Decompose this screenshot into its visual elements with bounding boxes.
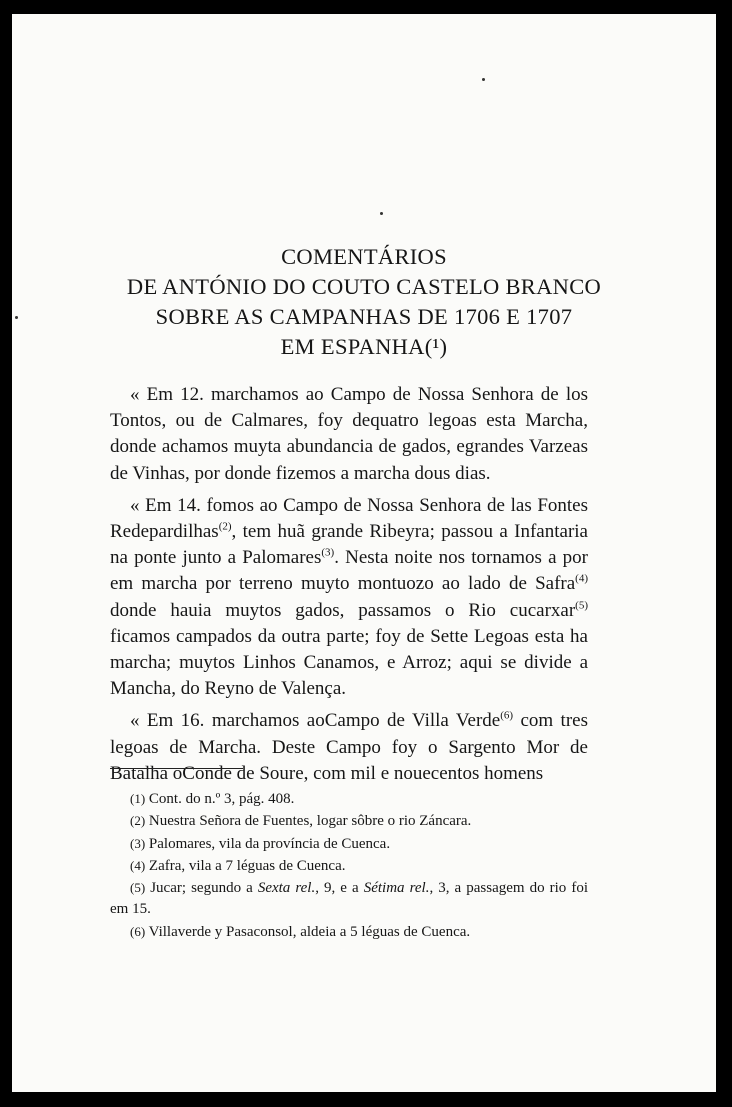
footnote-1 (110, 788, 588, 810)
footnote-ref-4: (4) (575, 573, 588, 586)
footnote-5 (110, 877, 588, 921)
footnote-text: Nuestra Señora de Fuentes, logar sôbre o rio Záncara. (148, 813, 472, 830)
paragraph-2-part: donde hauia muytos gados, passamos o Rio cucarxar (110, 599, 576, 621)
footnote-text: Palomares, vila da província de Cuenca. (148, 835, 391, 852)
title-line-4-text: EM ESPANHA (280, 334, 425, 359)
footnote-text: Cont. do n.º 3, pág. 408. (148, 791, 295, 807)
footnote-2 (110, 810, 588, 832)
paragraph-2-part: ficamos campados da outra parte; foy de Sette Legoas esta ha marcha; muytos Linhos Canamos, e Arroz; aqui se divide a Mancha, do Reyno de Valença. (110, 625, 588, 700)
footnote-number: (2) (130, 813, 146, 829)
footnote-4 (110, 855, 588, 877)
paragraph-1-lead: « Em 12. (130, 384, 204, 405)
footnote-citation: Sexta rel. (257, 880, 316, 897)
footnote-ref-5: (5) (575, 599, 588, 612)
article-title (12, 242, 716, 362)
footnote-text: Jucar; segundo a (150, 880, 258, 897)
footnote-number: (6) (130, 923, 146, 939)
footnote-number: (5) (130, 880, 146, 896)
footnote-text: , 9, e a (315, 880, 364, 897)
footnote-text: Zafra, vila a 7 léguas de Cuenca. (148, 857, 346, 874)
ink-speck (482, 78, 485, 81)
footnote-ref-6: (6) (500, 710, 514, 723)
title-line-4 (12, 332, 716, 362)
footnote-text: , 3, a passagem do rio foi em 15. (110, 880, 589, 918)
paragraph-1 (110, 382, 588, 487)
title-line-1: COMENTÁRIOS (281, 244, 447, 269)
footnote-6 (110, 921, 588, 943)
footnote-number: (3) (130, 835, 146, 851)
paragraph-2 (110, 493, 588, 703)
title-footnote-ref: (¹) (424, 334, 448, 359)
paragraph-2-part: « Em 14. fomos ao Campo de Nossa Senhora de las Fontes Redepardilhas (110, 494, 588, 543)
title-line-3: SOBRE AS CAMPANHAS DE 1706 E 1707 (155, 304, 573, 329)
document-page (12, 14, 716, 1092)
paragraph-2-part: . Nesta noite nos tornamos a por em marcha por terreno muyto montuozo ao lado de Safra (110, 547, 588, 595)
footnote-divider (110, 768, 243, 769)
paragraph-3-part: « Em 16. marchamos aoCampo de Villa Verde (130, 710, 501, 732)
footnote-number: (1) (130, 791, 146, 806)
paragraph-1-text: marchamos ao Campo de Nossa Senhora de los Tontos, ou de Calmares, foy dequatro legoas esta Marcha, donde achamos muyta abundancia de gados, egrandes Varzeas de Vinhas, por donde fizemos a marcha dous dias. (110, 384, 589, 484)
footnotes (110, 788, 588, 943)
title-line-2: DE ANTÓNIO DO COUTO CASTELO BRANCO (126, 274, 602, 299)
paragraph-3-part: com tres legoas de Marcha. Deste Campo foy o Sargento Mor de Batalha oConde de Soure, com mil e nouecentos homens (110, 710, 588, 784)
footnote-ref-2: (2) (218, 520, 232, 533)
footnote-number: (4) (130, 857, 146, 873)
footnote-text: Villaverde y Pasaconsol, aldeia a 5 léguas de Cuenca. (148, 923, 471, 940)
footnote-3 (110, 833, 588, 855)
paragraph-3 (110, 708, 588, 787)
footnote-citation: Sétima rel. (363, 880, 430, 897)
ink-speck (380, 212, 383, 215)
body-text (110, 382, 588, 793)
paragraph-2-part: , tem huã grande Ribeyra; passou a Infantaria na ponte junto a Palomares (110, 521, 588, 569)
footnote-ref-3: (3) (321, 546, 335, 559)
